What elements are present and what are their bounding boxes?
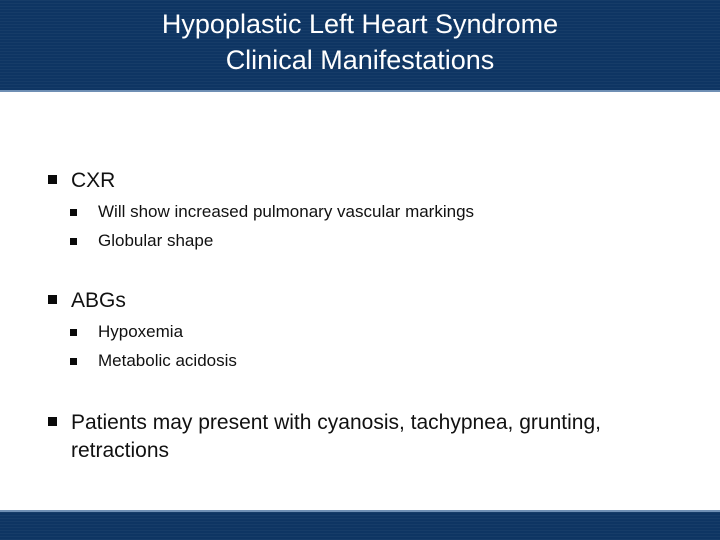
sub-bullet-vascular-markings <box>70 201 474 223</box>
sub-bullet-text: Hypoxemia <box>98 322 184 341</box>
sub-bullet-text: Will show increased pulmonary vascular markings <box>98 202 475 221</box>
title-line-1: Hypoplastic Left Heart Syndrome <box>161 9 559 39</box>
sub-bullet-text: Globular shape <box>98 231 214 250</box>
bullet-text: CXR <box>71 169 116 192</box>
square-bullet-icon <box>70 329 77 336</box>
slide-footer-bar <box>0 512 720 540</box>
title-line-2: Clinical Manifestations <box>225 45 495 75</box>
bullet-abgs <box>48 287 126 315</box>
sub-bullet-metabolic-acidosis <box>70 350 237 372</box>
sub-bullet-text: Metabolic acidosis <box>98 351 237 370</box>
bullet-text: ABGs <box>71 289 126 312</box>
sub-bullet-hypoxemia <box>70 321 183 343</box>
bullet-text: Patients may present with cyanosis, tachypnea, grunting, retractions <box>71 411 601 462</box>
bullet-cxr <box>48 167 115 195</box>
square-bullet-icon <box>70 238 77 245</box>
square-bullet-icon <box>48 295 57 304</box>
square-bullet-icon <box>48 417 57 426</box>
sub-bullet-globular-shape <box>70 230 213 252</box>
square-bullet-icon <box>48 175 57 184</box>
square-bullet-icon <box>70 209 77 216</box>
bullet-patients-present <box>48 409 648 465</box>
square-bullet-icon <box>70 358 77 365</box>
